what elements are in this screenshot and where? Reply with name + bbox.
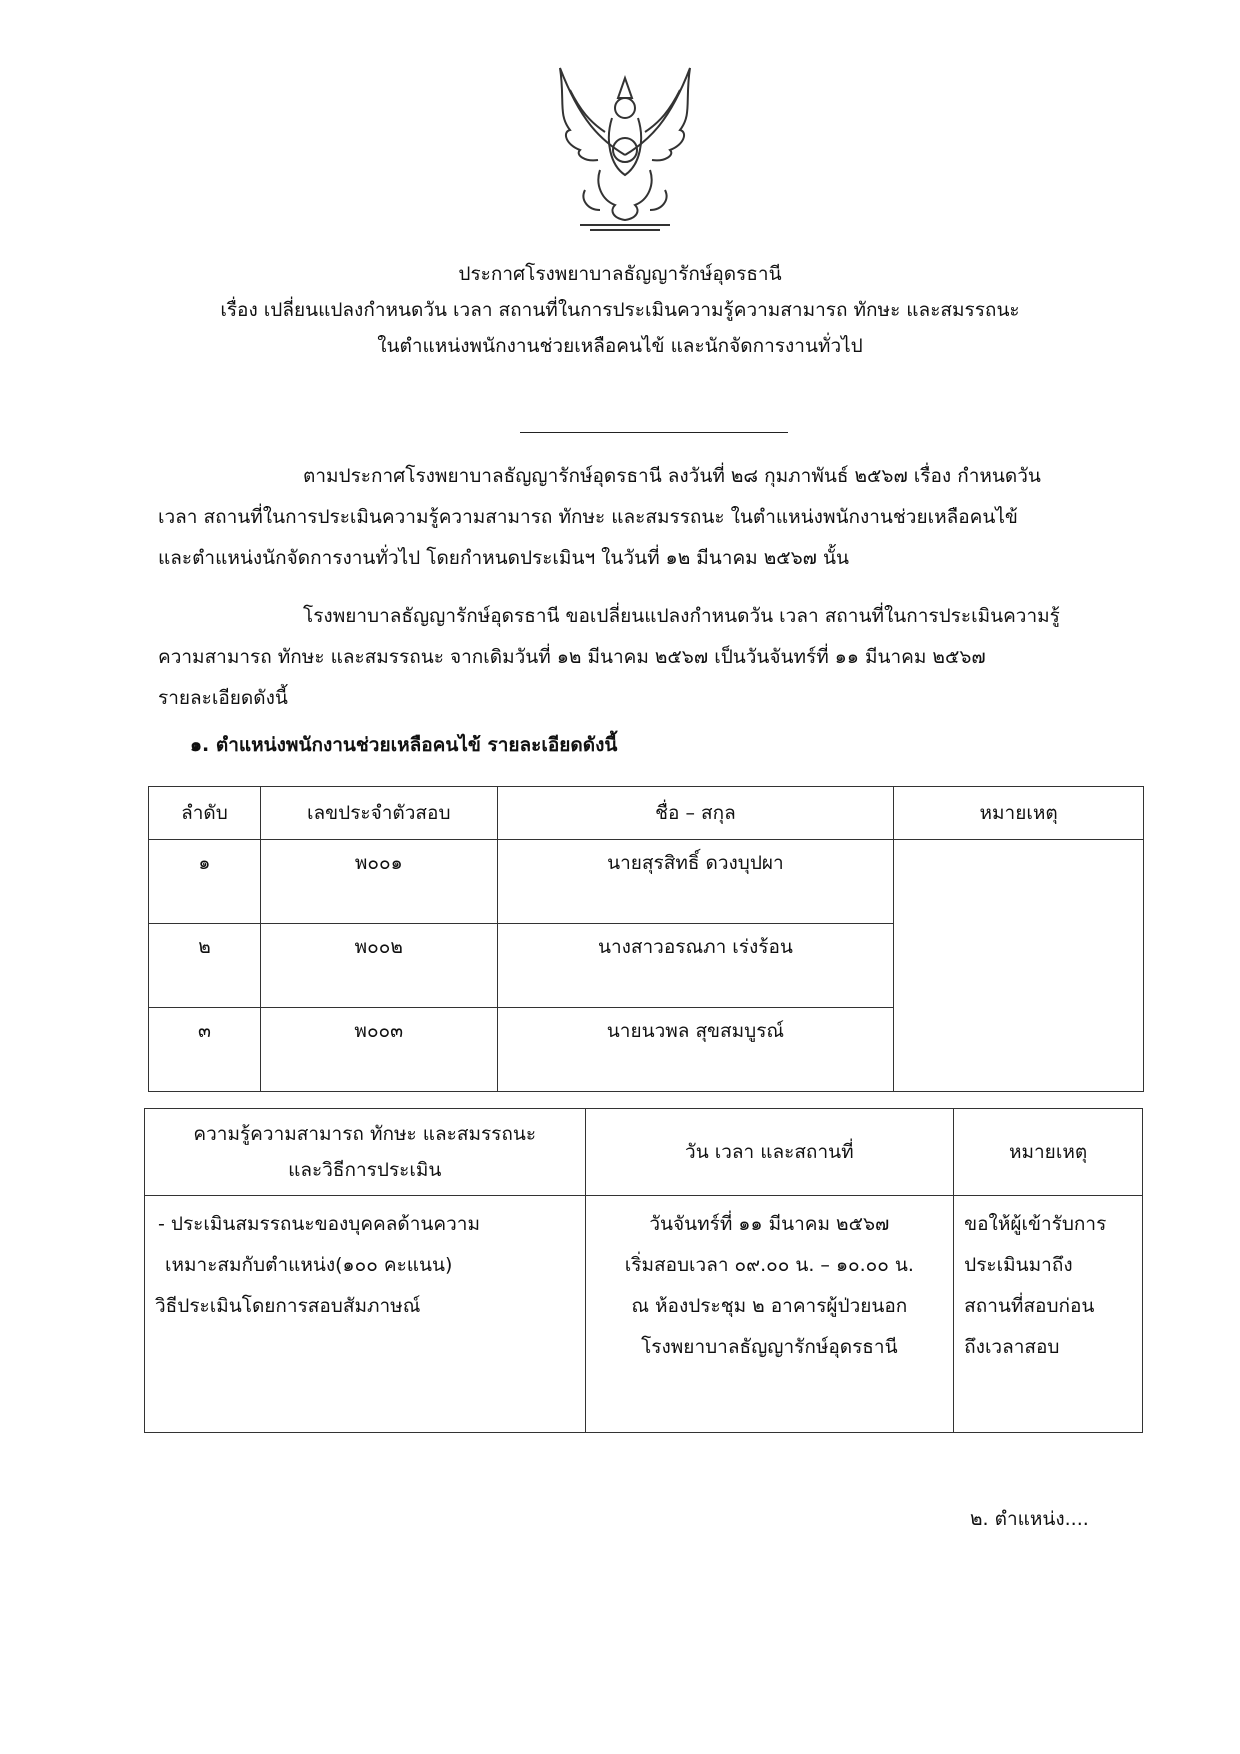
column-header: หมายเหตุ (894, 787, 1144, 840)
column-header: เลขประจำตัวสอบ (260, 787, 497, 840)
paragraph-line: โรงพยาบาลธัญญารักษ์อุดรธานี ขอเปลี่ยนแปลงกำหนดวัน เวลา สถานที่ในการประเมินความรู้ (303, 605, 1060, 627)
table-header-row (145, 1109, 1143, 1196)
garuda-emblem-icon (540, 60, 710, 235)
cell-line: โรงพยาบาลธัญญารักษ์อุดรธานี (641, 1336, 898, 1358)
cell-line: - ประเมินสมรรถนะของบุคคลด้านความ (158, 1213, 480, 1235)
cell-exam-id: พ๐๐๑ (260, 840, 497, 924)
column-header: ชื่อ – สกุล (497, 787, 894, 840)
paragraph-line: และตำแหน่งนักจัดการงานทั่วไป โดยกำหนดประเมินฯ ในวันที่ ๑๒ มีนาคม ๒๕๖๗ นั้น (158, 547, 849, 569)
table-header-row (149, 787, 1144, 840)
column-header-remark: หมายเหตุ (954, 1109, 1143, 1196)
cell-no: ๑ (149, 840, 261, 924)
header-line: ความรู้ความสามารถ ทักษะ และสมรรถนะ (193, 1123, 537, 1145)
announcement-title: ประกาศโรงพยาบาลธัญญารักษ์อุดรธานี (458, 263, 782, 285)
cell-remark (894, 840, 1144, 1092)
cell-remark (954, 1196, 1143, 1433)
section-heading: ๑. ตำแหน่งพนักงานช่วยเหลือคนไข้ รายละเอียดดังนี้ (190, 734, 618, 756)
continuation-marker: ๒. ตำแหน่ง.... (970, 1508, 1089, 1530)
cell-line: วิธีประเมินโดยการสอบสัมภาษณ์ (155, 1295, 421, 1317)
assessment-table (144, 1108, 1143, 1433)
cell-line: ขอให้ผู้เข้ารับการ (964, 1213, 1107, 1235)
cell-name: นางสาวอรณภา เร่งร้อน (497, 924, 894, 1008)
paragraph-line: ตามประกาศโรงพยาบาลธัญญารักษ์อุดรธานี ลงวันที่ ๒๘ กุมภาพันธ์ ๒๕๖๗ เรื่อง กำหนดวัน (303, 465, 1041, 487)
table-row (149, 840, 1144, 924)
cell-line: ถึงเวลาสอบ (964, 1336, 1060, 1358)
cell-datetime (585, 1196, 954, 1433)
cell-line: เหมาะสมกับตำแหน่ง(๑๐๐ คะแนน) (165, 1254, 453, 1276)
column-header-datetime: วัน เวลา และสถานที่ (585, 1109, 954, 1196)
cell-name: นายนวพล สุขสมบูรณ์ (497, 1008, 894, 1092)
title-divider (520, 432, 788, 433)
cell-exam-id: พ๐๐๓ (260, 1008, 497, 1092)
paragraph-reference (158, 456, 1133, 579)
cell-line: ณ ห้องประชุม ๒ อาคารผู้ป่วยนอก (631, 1295, 908, 1317)
paragraph-line: ความสามารถ ทักษะ และสมรรถนะ จากเดิมวันที่ ๑๒ มีนาคม ๒๕๖๗ เป็นวันจันทร์ที่ ๑๑ มีนาคม ๒๕๖๗ (158, 646, 986, 668)
cell-line: สถานที่สอบก่อน (964, 1295, 1095, 1317)
candidate-table (148, 786, 1144, 1092)
cell-no: ๒ (149, 924, 261, 1008)
header-line: และวิธีการประเมิน (288, 1159, 442, 1181)
paragraph-change (158, 596, 1133, 719)
announcement-subject: เรื่อง เปลี่ยนแปลงกำหนดวัน เวลา สถานที่ในการประเมินความรู้ความสามารถ ทักษะ และสมรรถนะ (220, 299, 1020, 321)
column-header: ลำดับ (149, 787, 261, 840)
cell-line: วันจันทร์ที่ ๑๑ มีนาคม ๒๕๖๗ (649, 1213, 890, 1235)
column-header-competency (145, 1109, 586, 1196)
cell-exam-id: พ๐๐๒ (260, 924, 497, 1008)
paragraph-line: รายละเอียดดังนี้ (158, 687, 288, 709)
cell-line: ประเมินมาถึง (964, 1254, 1073, 1276)
cell-no: ๓ (149, 1008, 261, 1092)
cell-competency (145, 1196, 586, 1433)
table-row (145, 1196, 1143, 1433)
paragraph-line: เวลา สถานที่ในการประเมินความรู้ความสามารถ ทักษะ และสมรรถนะ ในตำแหน่งพนักงานช่วยเหลือคนไข้ (158, 506, 1018, 528)
cell-line: เริ่มสอบเวลา ๐๙.๐๐ น. – ๑๐.๐๐ น. (624, 1254, 914, 1276)
announcement-positions: ในตำแหน่งพนักงานช่วยเหลือคนไข้ และนักจัดการงานทั่วไป (377, 335, 863, 357)
cell-name: นายสุรสิทธิ์ ดวงบุปผา (497, 840, 894, 924)
